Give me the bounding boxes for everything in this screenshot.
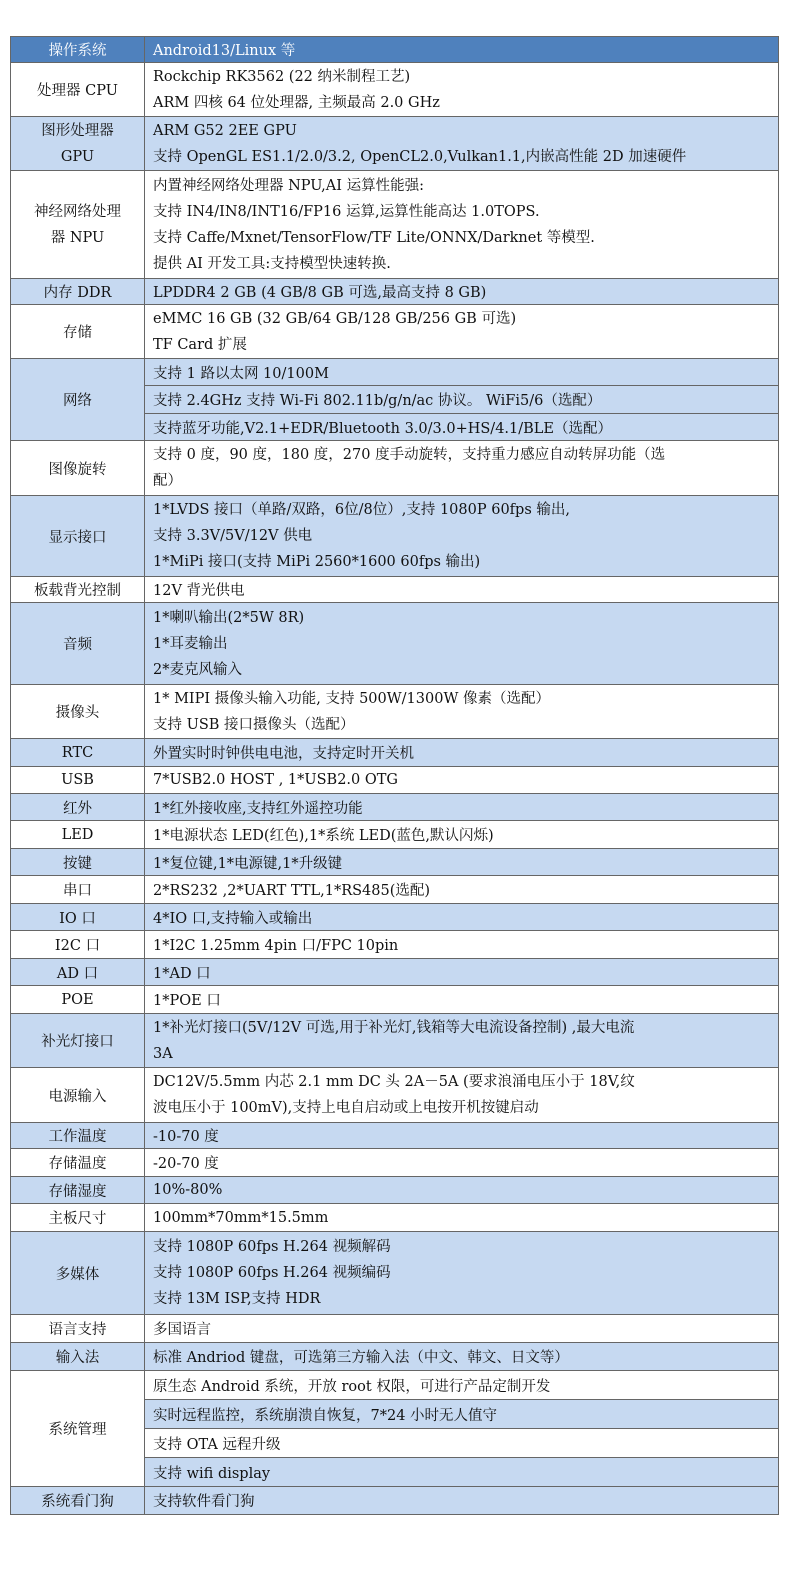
row-value-watchdog: 支持软件看门狗 (145, 1487, 779, 1515)
multimedia-line: 支持 1080P 60fps H.264 视频编码 (153, 1265, 391, 1281)
row-value-i2c: 1*I2C 1.25mm 4pin 口/FPC 10pin (145, 931, 779, 959)
row-label-camera: 摄像头 (11, 685, 145, 739)
row-value-npu (145, 171, 779, 279)
row-label-display: 显示接口 (11, 496, 145, 577)
row-rtc (11, 739, 779, 767)
multimedia-line: 支持 13M ISP,支持 HDR (153, 1291, 321, 1307)
row-led (11, 821, 779, 849)
row-ir (11, 794, 779, 821)
row-ad (11, 959, 779, 986)
row-camera (11, 685, 779, 739)
row-os (11, 37, 779, 63)
row-value-ddr: LPDDR4 2 GB (4 GB/8 GB 可选,最高支持 8 GB) (145, 279, 779, 305)
row-label-ad: AD 口 (11, 959, 145, 986)
network-item: 支持 2.4GHz 支持 Wi-Fi 802.11b/g/n/ac 协议。 WiFi5/6（选配） (145, 386, 779, 414)
row-label-audio: 音频 (11, 603, 145, 685)
row-label-rtc: RTC (11, 739, 145, 767)
row-label-backlight: 板载背光控制 (11, 577, 145, 603)
filllight-line: 1*补光灯接口(5V/12V 可选,用于补光灯,钱箱等大电流设备控制) ,最大电流 (153, 1019, 635, 1036)
row-value-display (145, 496, 779, 577)
camera-line: 支持 USB 接口摄像头（选配） (153, 716, 355, 733)
row-usb (11, 767, 779, 794)
row-value-usb: 7*USB2.0 HOST , 1*USB2.0 OTG (145, 767, 779, 794)
storage-line: eMMC 16 GB (32 GB/64 GB/128 GB/256 GB 可选) (153, 310, 517, 327)
row-label-serial: 串口 (11, 876, 145, 904)
row-label-network: 网络 (11, 359, 145, 441)
row-poe (11, 986, 779, 1014)
npu-label-line: 器 NPU (50, 229, 105, 246)
row-value-rtc: 外置实时时钟供电电池，支持定时开关机 (145, 739, 779, 767)
row-value-language: 多国语言 (145, 1315, 779, 1343)
row-label-store-temp: 存储温度 (11, 1149, 145, 1177)
row-label-npu (11, 171, 145, 279)
row-keys (11, 849, 779, 876)
cpu-line: ARM 四核 64 位处理器, 主频最高 2.0 GHz (153, 94, 440, 111)
row-label-language: 语言支持 (11, 1315, 145, 1343)
row-label-storage: 存储 (11, 305, 145, 359)
row-label-ime: 输入法 (11, 1343, 145, 1371)
audio-line: 1*喇叭输出(2*5W 8R) (153, 609, 305, 626)
row-value-multimedia (145, 1232, 779, 1315)
row-serial (11, 876, 779, 904)
row-label-poe: POE (11, 986, 145, 1014)
row-label-keys: 按键 (11, 849, 145, 876)
audio-line: 2*麦克风输入 (153, 661, 242, 678)
power-line: 波电压小于 100mV),支持上电自启动或上电按开机按键启动 (153, 1100, 539, 1116)
row-label-gpu (11, 117, 145, 171)
row-value-power (145, 1068, 779, 1123)
row-value-led: 1*电源状态 LED(红色),1*系统 LED(蓝色,默认闪烁) (145, 821, 779, 849)
row-value-backlight: 12V 背光供电 (145, 577, 779, 603)
row-value-os: Android13/Linux 等 (145, 37, 779, 63)
row-display (11, 496, 779, 577)
row-value-camera (145, 685, 779, 739)
row-label-sysmgmt: 系统管理 (11, 1371, 145, 1487)
row-label-board-size: 主板尺寸 (11, 1204, 145, 1232)
row-label-store-humid: 存储湿度 (11, 1177, 145, 1204)
filllight-line: 3A (153, 1045, 173, 1062)
row-network-1 (11, 359, 779, 386)
row-label-i2c: I2C 口 (11, 931, 145, 959)
npu-line: 支持 IN4/IN8/INT16/FP16 运算,运算性能高达 1.0TOPS. (153, 203, 540, 220)
gpu-line: ARM G52 2EE GPU (153, 122, 297, 139)
row-label-ir: 红外 (11, 794, 145, 821)
row-label-power: 电源输入 (11, 1068, 145, 1123)
row-board-size (11, 1204, 779, 1232)
row-watchdog (11, 1487, 779, 1515)
npu-label-line: 神经网络处理 (34, 203, 121, 220)
row-i2c (11, 931, 779, 959)
network-item: 支持蓝牙功能,V2.1+EDR/Bluetooth 3.0/3.0+HS/4.1/BLE（选配） (145, 414, 779, 441)
npu-line: 支持 Caffe/Mxnet/TensorFlow/TF Lite/ONNX/Darknet 等模型. (153, 229, 595, 246)
rotation-line: 支持 0 度，90 度，180 度，270 度手动旋转，支持重力感应自动转屏功能（选 (153, 447, 666, 463)
row-value-board-size: 100mm*70mm*15.5mm (145, 1204, 779, 1232)
row-work-temp (11, 1123, 779, 1149)
spec-table (10, 36, 779, 1515)
row-value-work-temp: -10-70 度 (145, 1123, 779, 1149)
audio-line: 1*耳麦输出 (153, 635, 228, 652)
row-audio (11, 603, 779, 685)
row-label-watchdog: 系统看门狗 (11, 1487, 145, 1515)
rotation-line: 配） (153, 473, 182, 489)
row-label-rotation: 图像旋转 (11, 441, 145, 496)
row-ddr (11, 279, 779, 305)
row-value-audio (145, 603, 779, 685)
row-language (11, 1315, 779, 1343)
row-backlight (11, 577, 779, 603)
row-cpu (11, 63, 779, 117)
row-store-humid (11, 1177, 779, 1204)
row-value-filllight (145, 1014, 779, 1068)
sysmgmt-item: 支持 OTA 远程升级 (145, 1429, 779, 1458)
row-store-temp (11, 1149, 779, 1177)
display-line: 1*MiPi 接口(支持 MiPi 2560*1600 60fps 输出) (153, 554, 481, 570)
row-value-gpu (145, 117, 779, 171)
row-multimedia (11, 1232, 779, 1315)
sysmgmt-item: 实时远程监控，系统崩溃自恢复，7*24 小时无人值守 (145, 1400, 779, 1429)
gpu-line: 支持 OpenGL ES1.1/2.0/3.2, OpenCL2.0,Vulkan1.1,内嵌高性能 2D 加速硬件 (153, 148, 687, 165)
row-gpu (11, 117, 779, 171)
row-power (11, 1068, 779, 1123)
multimedia-line: 支持 1080P 60fps H.264 视频解码 (153, 1239, 391, 1255)
row-value-ir: 1*红外接收座,支持红外遥控功能 (145, 794, 779, 821)
row-label-filllight: 补光灯接口 (11, 1014, 145, 1068)
row-io (11, 904, 779, 931)
sysmgmt-item: 原生态 Android 系统，开放 root 权限，可进行产品定制开发 (145, 1371, 779, 1400)
row-label-work-temp: 工作温度 (11, 1123, 145, 1149)
storage-line: TF Card 扩展 (153, 336, 247, 353)
row-ime (11, 1343, 779, 1371)
row-label-led: LED (11, 821, 145, 849)
npu-line: 提供 AI 开发工具:支持模型快速转换. (153, 255, 391, 272)
row-label-ddr: 内存 DDR (11, 279, 145, 305)
row-storage (11, 305, 779, 359)
gpu-label-line: GPU (60, 148, 95, 165)
row-value-io: 4*IO 口,支持输入或输出 (145, 904, 779, 931)
row-value-ime: 标准 Andriod 键盘，可选第三方输入法（中文、韩文、日文等） (145, 1343, 779, 1371)
camera-line: 1* MIPI 摄像头输入功能, 支持 500W/1300W 像素（选配） (153, 690, 550, 707)
row-label-io: IO 口 (11, 904, 145, 931)
power-line: DC12V/5.5mm 内芯 2.1 mm DC 头 2A－5A (要求浪涌电压小于 18V,纹 (153, 1074, 635, 1090)
row-label-usb: USB (11, 767, 145, 794)
row-npu (11, 171, 779, 279)
row-value-ad: 1*AD 口 (145, 959, 779, 986)
gpu-label-line: 图形处理器 (41, 122, 114, 139)
row-value-store-humid: 10%-80% (145, 1177, 779, 1204)
row-label-multimedia: 多媒体 (11, 1232, 145, 1315)
row-filllight (11, 1014, 779, 1068)
row-value-store-temp: -20-70 度 (145, 1149, 779, 1177)
row-value-rotation (145, 441, 779, 496)
row-sysmgmt-1 (11, 1371, 779, 1400)
cpu-line: Rockchip RK3562 (22 纳米制程工艺) (153, 68, 411, 85)
sysmgmt-item: 支持 wifi display (145, 1458, 779, 1487)
row-value-keys: 1*复位键,1*电源键,1*升级键 (145, 849, 779, 876)
row-label-cpu: 处理器 CPU (11, 63, 145, 117)
display-line: 支持 3.3V/5V/12V 供电 (153, 528, 313, 544)
row-rotation (11, 441, 779, 496)
npu-line: 内置神经网络处理器 NPU,AI 运算性能强: (153, 177, 424, 194)
row-value-cpu (145, 63, 779, 117)
row-value-poe: 1*POE 口 (145, 986, 779, 1014)
row-value-storage (145, 305, 779, 359)
display-line: 1*LVDS 接口（单路/双路，6位/8位）,支持 1080P 60fps 输出, (153, 502, 570, 518)
network-item: 支持 1 路以太网 10/100M (145, 359, 779, 386)
row-label-os: 操作系统 (11, 37, 145, 63)
row-value-serial: 2*RS232 ,2*UART TTL,1*RS485(选配) (145, 876, 779, 904)
